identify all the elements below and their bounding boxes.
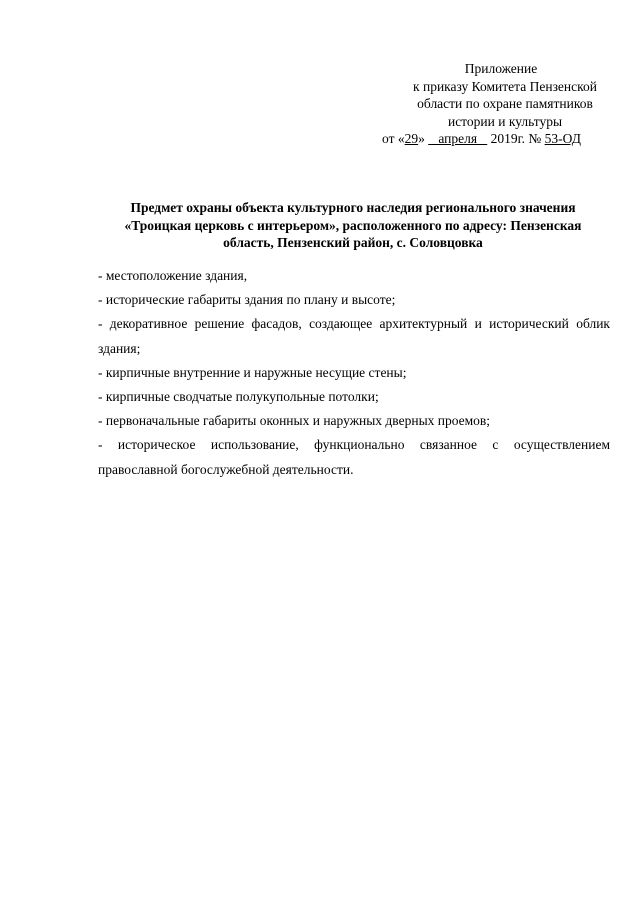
- list-item: - первоначальные габариты оконных и наружных дверных проемов;: [98, 413, 491, 429]
- order-number: 53-ОД: [544, 131, 581, 146]
- appendix-header: [360, 60, 640, 148]
- protection-items-list: [98, 264, 610, 482]
- list-item: - историческое использование, функционально связанное с осуществлением православной богослужебной деятельности.: [98, 437, 610, 477]
- appendix-order-line: к приказу Комитета Пензенской: [413, 78, 597, 94]
- list-item: - кирпичные сводчатые полукупольные потолки;: [98, 389, 379, 405]
- date-month: апреля: [428, 131, 488, 146]
- title-line-3: область, Пензенский район, с. Соловцовка: [223, 235, 483, 250]
- appendix-heritage-line: истории и культуры: [447, 113, 563, 129]
- list-item: - исторические габариты здания по плану и высоте;: [98, 292, 396, 308]
- date-prefix: от «: [382, 131, 405, 146]
- date-day: 29: [404, 131, 419, 146]
- title-line-2: «Троицкая церковь с интерьером», расположенного по адресу: Пензенская: [124, 217, 582, 233]
- list-item: - кирпичные внутренние и наружные несущие стены;: [98, 364, 407, 380]
- title-line-1: Предмет охраны объекта культурного наследия регионального значения: [130, 200, 576, 215]
- appendix-date-line: [360, 130, 640, 148]
- list-item: - местоположение здания,: [98, 268, 248, 283]
- appendix-label: Приложение: [464, 61, 538, 76]
- document-title: [98, 199, 608, 252]
- date-mid: »: [418, 131, 429, 146]
- date-suffix: 2019г. №: [487, 131, 545, 146]
- list-item: - декоративное решение фасадов, создающее архитектурный и исторический облик здания;: [98, 316, 610, 356]
- appendix-committee-line: области по охране памятников: [417, 96, 593, 111]
